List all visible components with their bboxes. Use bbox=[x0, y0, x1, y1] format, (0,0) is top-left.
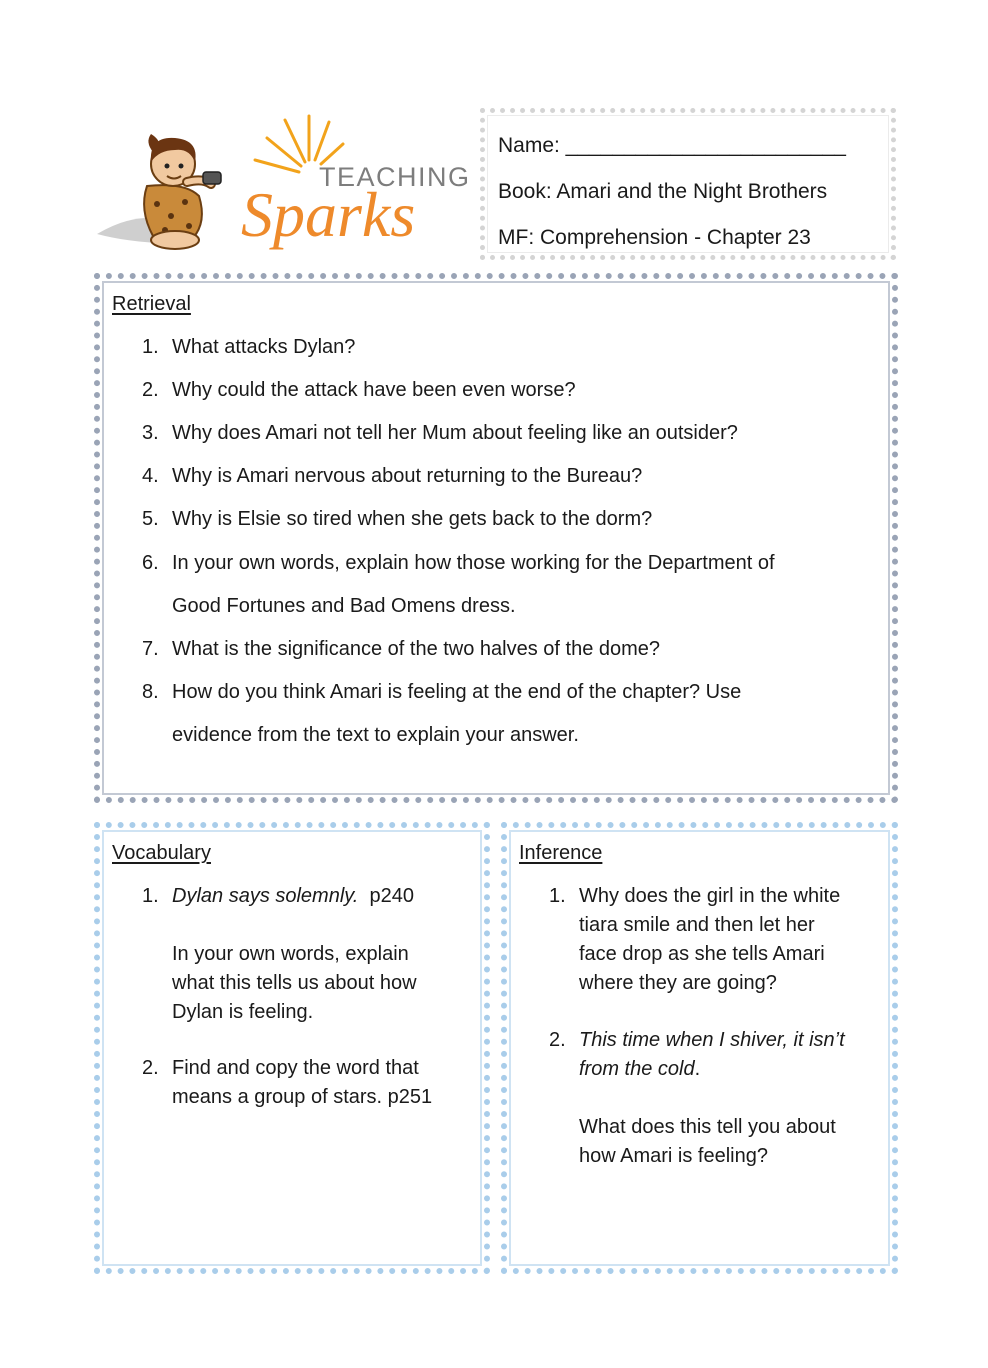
vocabulary-page-ref: p240 bbox=[358, 885, 414, 907]
mf-line: MF: Comprehension - Chapter 23 bbox=[498, 226, 811, 249]
inference-quote-line-2: from the cold bbox=[579, 1058, 695, 1080]
retrieval-panel: Retrieval 1. What attacks Dylan? 2. Why could the attack have been even worse? 3. Why does Amari not tell her Mum about feeling like an outsider? 4. Why is Amari nervous about returning to the Bureau? 5. Why is Elsie so tired when she gets back to the dorm? 6. In your own words, explain how those working for the Department of Good Fortunes and Bad Omens dress. 7. What is the significance of the two halves of the dome? 8. How do you think Amari is feeling at the end of the chapter? Use evidence from the text to explain your answer. bbox=[94, 273, 898, 803]
inference-heading: Inference bbox=[519, 842, 603, 864]
book-line: Book: Amari and the Night Brothers bbox=[498, 180, 828, 203]
vocabulary-question-1: 1. Dylan says solemnly. p240 In your own words, explain what this tells us about how Dylan is feeling. bbox=[142, 885, 417, 1023]
vocabulary-question-2: 2. Find and copy the word that means a group of stars. p251 bbox=[142, 1057, 433, 1108]
inference-quote-line-1: This time when I shiver, it isn’t bbox=[579, 1029, 845, 1051]
inference-panel bbox=[501, 822, 898, 1274]
logo-sparks-text: Sparks bbox=[241, 179, 416, 250]
student-info-box bbox=[480, 108, 896, 260]
vocabulary-quote: Dylan says solemnly. bbox=[172, 885, 359, 907]
vocabulary-panel bbox=[94, 822, 490, 1274]
inference-question-1: 1. Why does the girl in the white tiara smile and then let her face drop as she tells Amari where they are going? bbox=[549, 885, 841, 994]
retrieval-heading: Retrieval bbox=[112, 293, 191, 315]
teaching-sparks-logo bbox=[95, 112, 467, 258]
logo-teaching-text: TEACHING bbox=[319, 162, 467, 192]
vocabulary-heading: Vocabulary bbox=[112, 842, 211, 864]
name-line[interactable]: Name: ________________________ bbox=[498, 134, 846, 157]
inference-question-2: 2. This time when I shiver, it isn’t from the cold. What does this tell you about how Amari is feeling? bbox=[549, 1029, 845, 1167]
caveman-mascot-icon bbox=[95, 112, 467, 258]
